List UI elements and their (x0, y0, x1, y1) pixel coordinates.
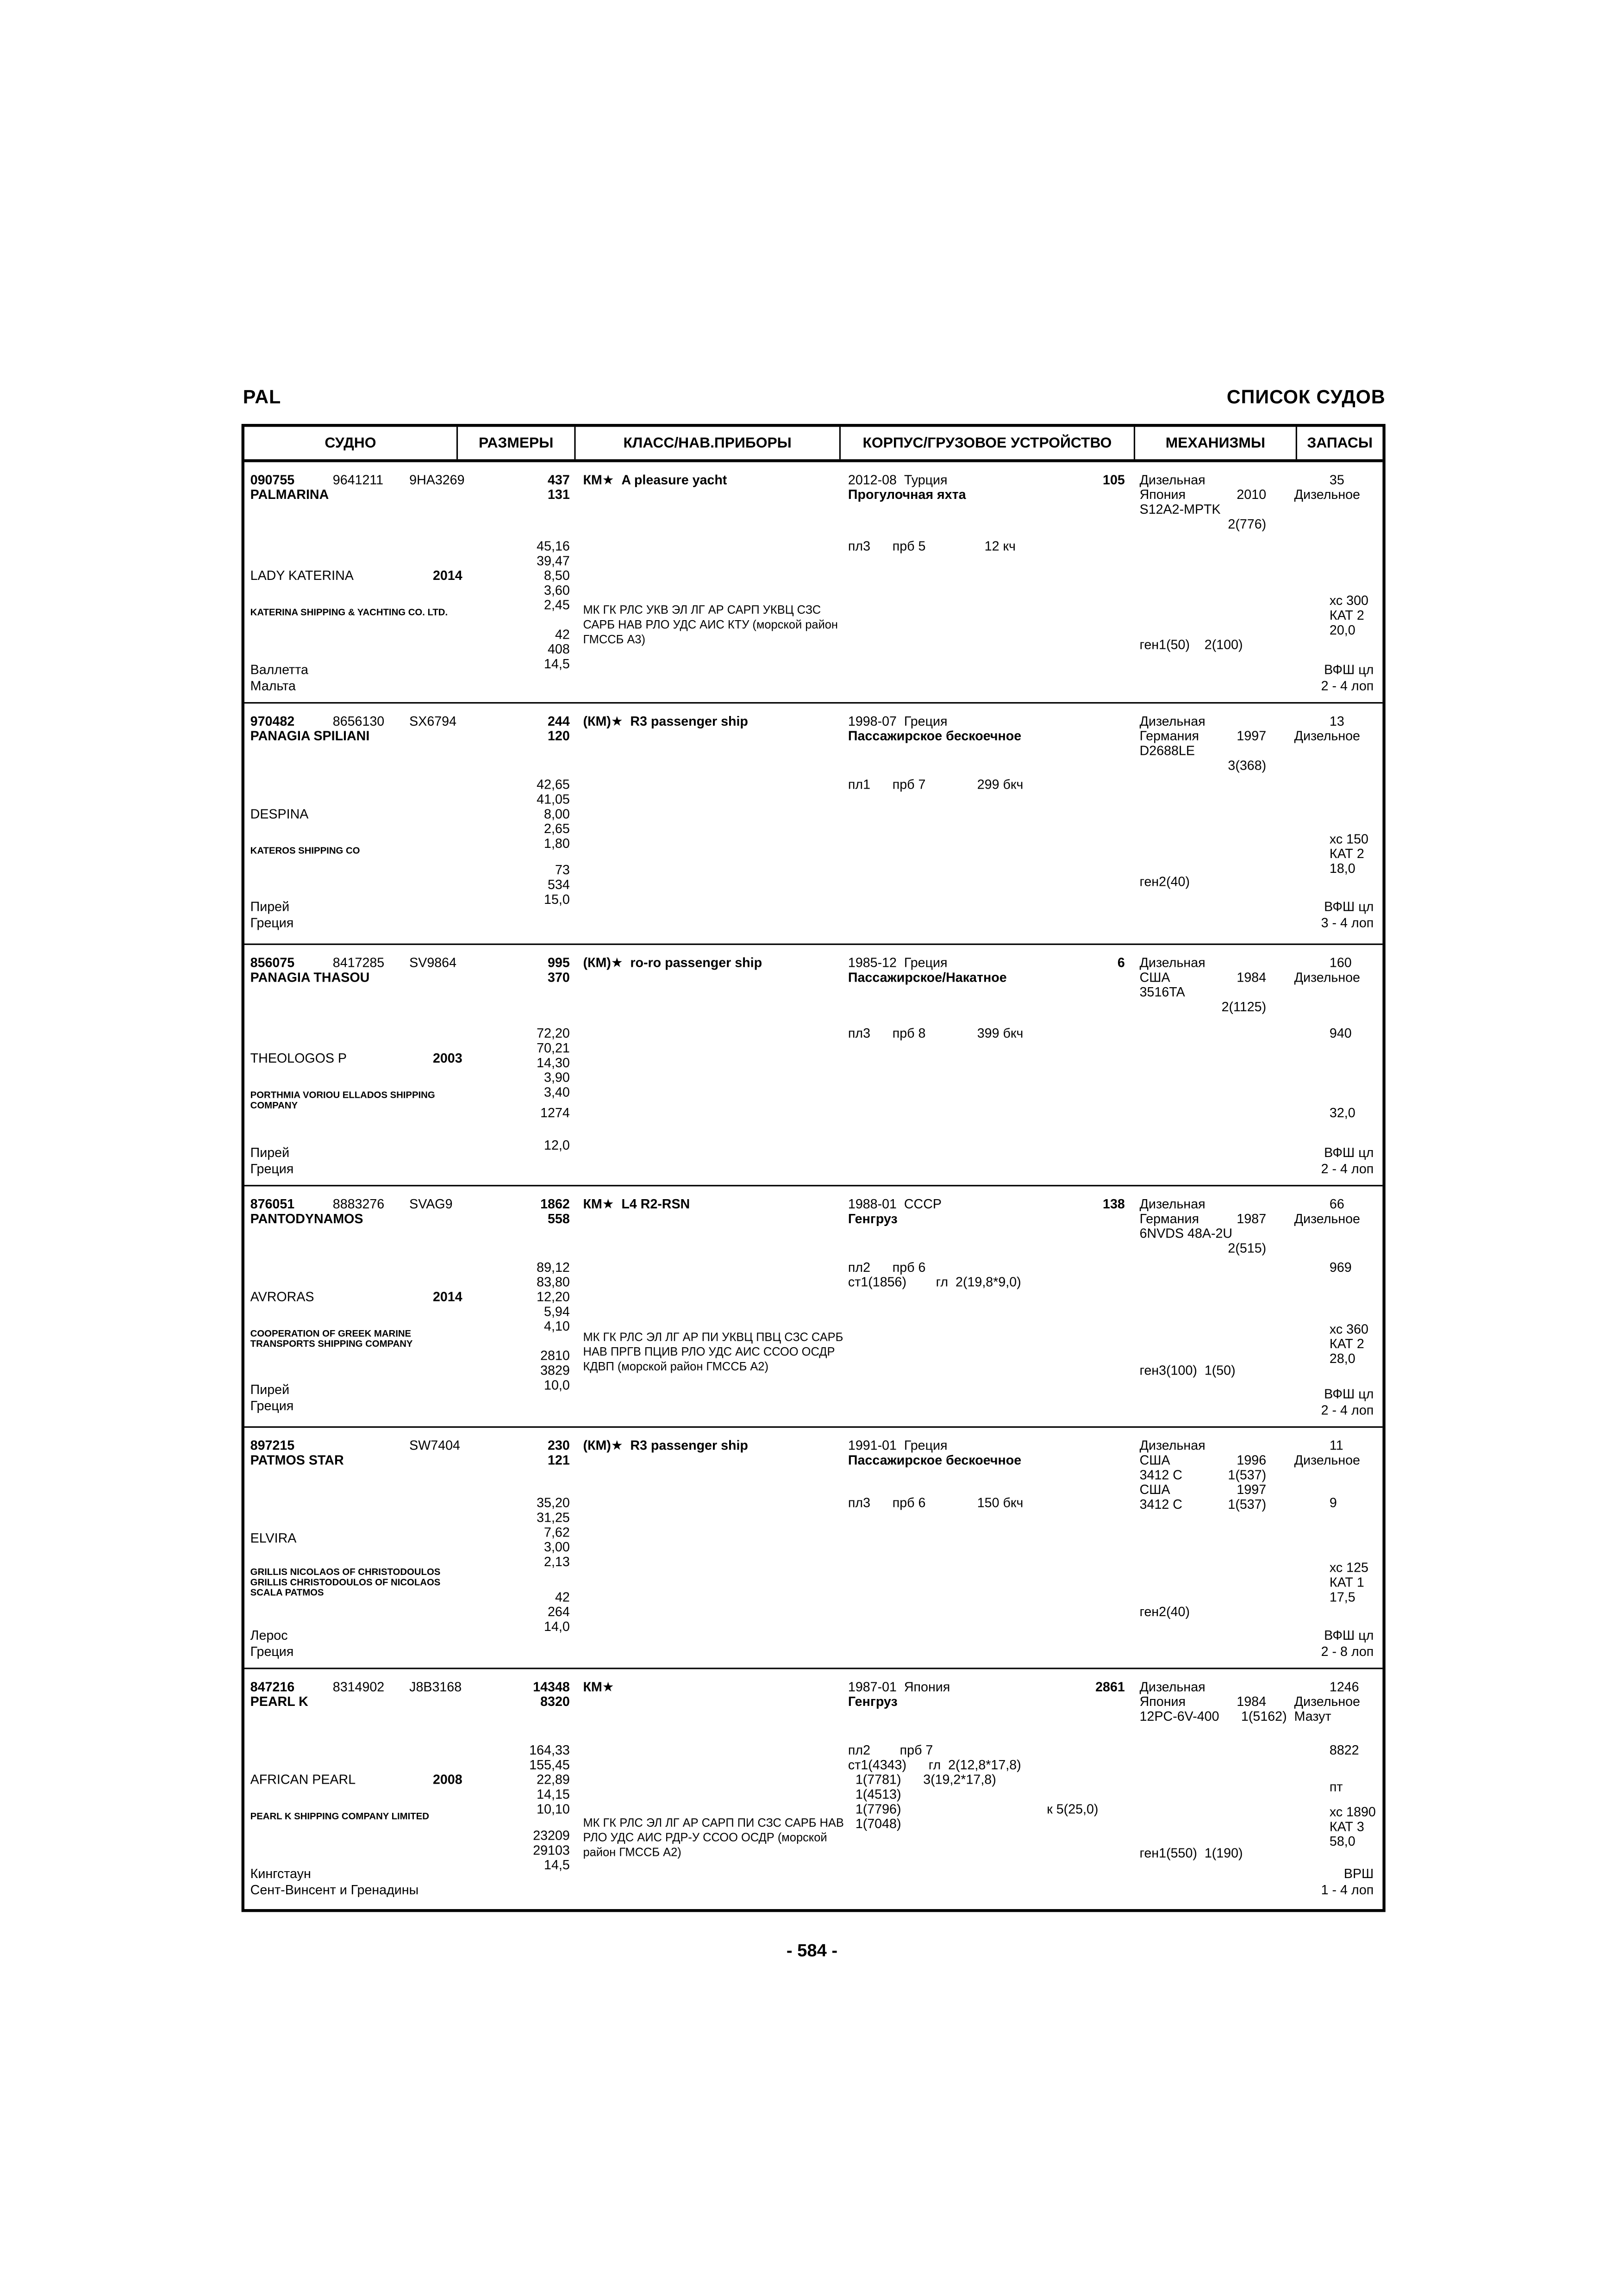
port-of-registry: Лерос (250, 1628, 288, 1643)
flag-country: Греция (250, 1398, 294, 1413)
stores-xc: хс 300 (1329, 593, 1368, 608)
stores-fuel-type: Дизельное (1294, 970, 1360, 985)
size-value: 131 (548, 487, 570, 502)
hull-built: 1998-07 Греция (848, 714, 948, 729)
size-value: 10,10 (537, 1801, 570, 1817)
cargo-type: Генгруз (848, 1211, 898, 1226)
size-value: 14348 (533, 1679, 570, 1694)
owner-name: COOPERATION OF GREEK MARINE (250, 1329, 412, 1340)
stores-fuel-qty: 1246 (1329, 1679, 1359, 1694)
stores-kat: КАТ 2 (1329, 608, 1364, 623)
crane-note: к 5(25,0) (1047, 1801, 1099, 1817)
hull-count: 105 (1103, 472, 1125, 487)
size-value: 1274 (540, 1105, 570, 1120)
size-value: 3,90 (544, 1070, 570, 1085)
size-value: 73 (555, 862, 570, 877)
stores-fuel-type: Дизельное (1294, 487, 1360, 502)
size-value: 12,20 (537, 1289, 570, 1304)
machinery-model: 6NVDS 48A-2U (1139, 1226, 1233, 1241)
size-value: 121 (548, 1453, 570, 1468)
machinery-country: Япония (1139, 487, 1186, 502)
ship-name: PATMOS STAR (250, 1453, 344, 1468)
former-name: AFRICAN PEARL (250, 1772, 356, 1787)
machinery-model: 3412 C (1139, 1467, 1182, 1482)
imo-number: 8417285 (332, 955, 385, 970)
port-of-registry: Кингстаун (250, 1866, 311, 1881)
size-value: 2,65 (544, 821, 570, 836)
owner-name: TRANSPORTS SHIPPING COMPANY (250, 1339, 413, 1350)
ship-name: PANTODYNAMOS (250, 1211, 363, 1226)
owner-name: COMPANY (250, 1101, 298, 1112)
page-header (243, 386, 1386, 408)
size-value: 14,15 (537, 1787, 570, 1802)
machinery-year: 1987 (1237, 1211, 1267, 1226)
column-header-ship: СУДНО (244, 427, 458, 459)
stores-kat: КАТ 3 (1329, 1819, 1364, 1834)
nav-equipment: МК ГК РЛС ЭЛ ЛГ АР ПИ УКВЦ ПВЦ СЗС САРБ НАВ ПРГВ ПЦИВ РЛО УДС АИС ССОО ОСДР КДВП (морской район ГМССБ А2) (583, 1331, 843, 1374)
size-value: 23209 (533, 1828, 570, 1843)
page-code: PAL (243, 386, 281, 408)
size-value: 31,25 (537, 1510, 570, 1525)
machinery-model: 3516TA (1139, 984, 1185, 1000)
reg-number: 847216 (250, 1679, 295, 1694)
call-sign: 9HA3269 (409, 472, 465, 487)
hull-built: 1987-01 Япония (848, 1679, 950, 1694)
class-notation: КМ★ L4 R2-RSN (583, 1196, 690, 1212)
size-value: 22,89 (537, 1772, 570, 1787)
former-name-year: 2014 (432, 568, 462, 583)
machinery-power: 2(1125) (1221, 999, 1267, 1014)
hull-count: 6 (1117, 955, 1125, 970)
stores-fuel-qty: 11 (1329, 1438, 1343, 1453)
call-sign: SW7404 (409, 1438, 460, 1453)
machinery-year: 1984 (1237, 1694, 1267, 1709)
owner-name: PORTHMIA VORIOU ELLADOS SHIPPING (250, 1090, 435, 1101)
size-value: 155,45 (529, 1757, 570, 1773)
size-value: 2810 (540, 1348, 570, 1363)
ship-name: PANAGIA THASOU (250, 970, 370, 985)
former-name: THEOLOGOS P (250, 1051, 347, 1066)
former-name: LADY KATERINA (250, 568, 354, 583)
deck-line: 1(7796) (848, 1801, 901, 1817)
propeller-blades: 2 - 8 лоп (1321, 1644, 1374, 1659)
cargo-type: Пассажирское бескоечное (848, 728, 1022, 744)
class-notation: (КМ)★ ro-ro passenger ship (583, 955, 762, 970)
port-of-registry: Пирей (250, 899, 290, 915)
size-value: 3,60 (544, 583, 570, 598)
size-value: 42,65 (537, 777, 570, 792)
port-of-registry: Пирей (250, 1145, 290, 1160)
ships-table (242, 424, 1386, 1912)
size-value: 408 (548, 641, 570, 657)
machinery-country: Германия (1139, 1211, 1199, 1226)
class-notation: (КМ)★ R3 passenger ship (583, 714, 748, 729)
stores-extra: 9 (1329, 1495, 1337, 1511)
machinery-power: 2(776) (1228, 516, 1267, 532)
propeller-type: ВРШ (1343, 1866, 1374, 1881)
machinery-model: D2688LE (1139, 743, 1195, 758)
size-value: 14,5 (544, 656, 570, 672)
size-value: 45,16 (537, 539, 570, 554)
deck-line: пл3 прб 8 399 бкч (848, 1026, 1024, 1041)
machinery-type: Дизельная (1139, 1438, 1206, 1453)
machinery-type: Дизельная (1139, 1679, 1206, 1694)
deck-line: 1(7781) 3(19,2*17,8) (848, 1772, 996, 1787)
size-value: 3,00 (544, 1539, 570, 1555)
size-value: 39,47 (537, 553, 570, 568)
hull-built: 2012-08 Турция (848, 472, 948, 487)
size-value: 120 (548, 728, 570, 744)
column-header-class: КЛАСС/НАВ.ПРИБОРЫ (576, 427, 841, 459)
size-value: 14,30 (537, 1055, 570, 1070)
reg-number: 876051 (250, 1196, 295, 1212)
stores-value: 28,0 (1329, 1351, 1355, 1366)
stores-kat: КАТ 2 (1329, 1336, 1364, 1351)
stores-extra: 969 (1329, 1260, 1352, 1275)
owner-name: GRILLIS NICOLAOS OF CHRISTODOULOS (250, 1568, 441, 1578)
stores-fuel-qty: 13 (1329, 714, 1344, 729)
size-value: 558 (548, 1211, 570, 1226)
machinery-type: Дизельная (1139, 714, 1206, 729)
stores-kat: КАТ 1 (1329, 1575, 1364, 1590)
cargo-type: Прогулочная яхта (848, 487, 966, 502)
size-value: 2,13 (544, 1554, 570, 1569)
size-value: 72,20 (537, 1026, 570, 1041)
flag-country: Греция (250, 1644, 294, 1659)
class-notation: (КМ)★ R3 passenger ship (583, 1438, 748, 1453)
imo-number: 8314902 (332, 1679, 385, 1694)
former-name-year: 2003 (432, 1051, 462, 1066)
ship-entry (244, 462, 1382, 702)
stores-fuel-qty: 66 (1329, 1196, 1344, 1212)
column-header-stores: ЗАПАСЫ (1307, 435, 1373, 451)
machinery-year: 1984 (1237, 970, 1267, 985)
stores-fuel-type: Дизельное (1294, 728, 1360, 744)
size-value: 5,94 (544, 1304, 570, 1319)
machinery-country: Япония (1139, 1694, 1186, 1709)
machinery-model: 12PC-6V-400 (1139, 1709, 1219, 1724)
machinery-country: США (1139, 970, 1170, 985)
column-header-hull: КОРПУС/ГРУЗОВОЕ УСТРОЙСТВО (841, 427, 1135, 459)
stores-fuel-qty: 35 (1329, 472, 1344, 487)
machinery-country: США (1139, 1453, 1170, 1468)
stores-xc: хс 150 (1329, 831, 1368, 846)
machinery-power: 3(368) (1228, 758, 1267, 773)
flag-country: Греция (250, 1161, 294, 1176)
size-value: 3829 (540, 1363, 570, 1378)
propeller-type: ВФШ цл (1324, 1386, 1374, 1401)
deck-line: 1(4513) (848, 1787, 901, 1802)
size-value: 3,40 (544, 1084, 570, 1100)
ship-entry (244, 1426, 1382, 1668)
machinery-year: 2010 (1237, 487, 1267, 502)
stores-fuel-type: Дизельное (1294, 1453, 1360, 1468)
page-title: СПИСОК СУДОВ (1226, 386, 1386, 408)
call-sign: SVAG9 (409, 1196, 453, 1212)
size-value: 42 (555, 627, 570, 642)
hull-built: 1985-12 Греция (848, 955, 948, 970)
stores-fuel-type: Дизельное (1294, 1211, 1360, 1226)
size-value: 8,50 (544, 568, 570, 583)
ship-entry (244, 944, 1382, 1185)
ship-entry (244, 1185, 1382, 1426)
column-header-dimensions: РАЗМЕРЫ (458, 427, 575, 459)
size-value: 995 (548, 955, 570, 970)
ship-name: PANAGIA SPILIANI (250, 728, 370, 744)
hull-built: 1988-01 СССР (848, 1196, 942, 1212)
ship-entry (244, 1668, 1382, 1909)
deck-line: 1(7048) (848, 1816, 901, 1831)
size-value: 14,5 (544, 1857, 570, 1873)
machinery-type: Дизельная (1139, 955, 1206, 970)
size-value: 164,33 (529, 1742, 570, 1758)
size-value: 8320 (540, 1694, 570, 1709)
size-value: 437 (548, 472, 570, 487)
generator-line: ген1(550) 1(190) (1139, 1846, 1243, 1861)
size-value: 230 (548, 1438, 570, 1453)
machinery-year: 1996 (1237, 1453, 1267, 1468)
propeller-type: ВФШ цл (1324, 1145, 1374, 1160)
hull-count: 2861 (1095, 1679, 1125, 1694)
flag-country: Сент-Винсент и Гренадины (250, 1882, 419, 1898)
deck-line: пл3 прб 5 12 кч (848, 539, 1016, 554)
size-value: 14,0 (544, 1619, 570, 1634)
machinery-country: США (1139, 1482, 1170, 1497)
machinery-power: 1(5162) (1241, 1709, 1287, 1724)
size-value: 370 (548, 970, 570, 985)
machinery-power: 1(537) (1228, 1497, 1267, 1512)
size-value: 1,80 (544, 836, 570, 851)
size-value: 8,00 (544, 806, 570, 821)
stores-xc: хс 360 (1329, 1321, 1368, 1337)
stores-value: 18,0 (1329, 861, 1355, 876)
owner-name: KATERINA SHIPPING & YACHTING CO. LTD. (250, 608, 448, 618)
stores-extra: 940 (1329, 1026, 1352, 1041)
machinery-model: S12A2-MPTK (1139, 502, 1221, 517)
stores-xc: хс 125 (1329, 1560, 1368, 1575)
generator-line: ген2(40) (1139, 874, 1190, 889)
size-value: 70,21 (537, 1040, 570, 1056)
machinery-type: Дизельная (1139, 1196, 1206, 1212)
imo-number: 8656130 (332, 714, 385, 729)
nav-equipment: МК ГК РЛС ЭЛ ЛГ АР САРП ПИ СЗС САРБ НАВ РЛО УДС АИС РДР-У ССОО ОСДР (морской район ГМССБ А2) (583, 1816, 844, 1859)
former-name: DESPINA (250, 806, 309, 821)
propeller-type: ВФШ цл (1324, 899, 1374, 915)
propeller-blades: 1 - 4 лоп (1321, 1882, 1374, 1898)
propeller-type: ВФШ цл (1324, 662, 1374, 677)
generator-line: ген2(40) (1139, 1604, 1190, 1619)
reg-number: 856075 (250, 955, 295, 970)
propeller-blades: 2 - 4 лоп (1321, 1161, 1374, 1176)
former-name: ELVIRA (250, 1531, 297, 1546)
propeller-blades: 2 - 4 лоп (1321, 678, 1374, 693)
size-value: 42 (555, 1589, 570, 1605)
reg-number: 090755 (250, 472, 295, 487)
stores-value: 20,0 (1329, 622, 1355, 638)
deck-line: пл3 прб 6 150 бкч (848, 1495, 1024, 1511)
ship-entry (244, 702, 1382, 944)
stores-fuel-qty: 160 (1329, 955, 1352, 970)
deck-line: пл2 прб 7 (848, 1742, 933, 1758)
machinery-model: 3412 C (1139, 1497, 1182, 1512)
call-sign: J8B3168 (409, 1679, 462, 1694)
machinery-year: 1997 (1237, 1482, 1267, 1497)
size-value: 41,05 (537, 792, 570, 807)
hull-count: 138 (1103, 1196, 1125, 1212)
size-value: 7,62 (544, 1524, 570, 1540)
stores-value: 58,0 (1329, 1834, 1355, 1849)
propeller-blades: 2 - 4 лоп (1321, 1402, 1374, 1418)
former-name-year: 2008 (432, 1772, 462, 1787)
ship-name: PEARL K (250, 1694, 308, 1709)
stores-extra: пт (1329, 1780, 1343, 1794)
size-value: 29103 (533, 1842, 570, 1858)
port-of-registry: Валлетта (250, 662, 308, 677)
flag-country: Греция (250, 915, 294, 931)
owner-name: PEARL K SHIPPING COMPANY LIMITED (250, 1812, 429, 1823)
reg-number: 897215 (250, 1438, 295, 1453)
size-value: 10,0 (544, 1377, 570, 1393)
class-notation: КМ★ A pleasure yacht (583, 472, 727, 487)
imo-number: 8883276 (332, 1196, 385, 1212)
size-value: 534 (548, 877, 570, 892)
column-header-machinery: МЕХАНИЗМЫ (1135, 427, 1297, 459)
class-notation: КМ★ (583, 1679, 614, 1694)
size-value: 244 (548, 714, 570, 729)
machinery-year: 1997 (1237, 728, 1267, 744)
former-name: AVRORAS (250, 1289, 314, 1304)
stores-xc: хс 1890 (1329, 1804, 1376, 1819)
generator-line: ген3(100) 1(50) (1139, 1363, 1236, 1378)
deck-line: пл1 прб 7 299 бкч (848, 777, 1024, 792)
size-value: 15,0 (544, 892, 570, 907)
page-number: - 584 - (786, 1940, 838, 1961)
propeller-blades: 3 - 4 лоп (1321, 915, 1374, 931)
stores-value: 17,5 (1329, 1589, 1355, 1605)
size-value: 89,12 (537, 1260, 570, 1275)
size-value: 35,20 (537, 1495, 570, 1511)
hull-built: 1991-01 Греция (848, 1438, 948, 1453)
nav-equipment: МК ГК РЛС УКВ ЭЛ ЛГ АР САРП УКВЦ СЗС САРБ НАВ РЛО УДС АИС КТУ (морской район ГМССБ А3) (583, 603, 838, 647)
deck-line: пл2 прб 6 (848, 1260, 926, 1275)
stores-value: 32,0 (1329, 1105, 1355, 1120)
deck-line: ст1(1856) гл 2(19,8*9,0) (848, 1275, 1021, 1290)
call-sign: SX6794 (409, 714, 457, 729)
propeller-type: ВФШ цл (1324, 1628, 1374, 1643)
size-value: 264 (548, 1604, 570, 1619)
stores-kat: КАТ 2 (1329, 846, 1364, 861)
size-value: 4,10 (544, 1319, 570, 1334)
generator-line: ген1(50) 2(100) (1139, 637, 1243, 652)
size-value: 12,0 (544, 1138, 570, 1153)
table-header-row (244, 427, 1382, 462)
reg-number: 970482 (250, 714, 295, 729)
owner-name: SCALA PATMOS (250, 1588, 324, 1599)
flag-country: Мальта (250, 678, 296, 693)
machinery-type: Дизельная (1139, 472, 1206, 487)
size-value: 1862 (540, 1196, 570, 1212)
cargo-type: Пассажирское бескоечное (848, 1453, 1022, 1468)
machinery-power: 1(537) (1228, 1467, 1267, 1482)
stores-extra: 8822 (1329, 1742, 1359, 1758)
cargo-type: Генгруз (848, 1694, 898, 1709)
port-of-registry: Пирей (250, 1382, 290, 1397)
machinery-country: Германия (1139, 728, 1199, 744)
former-name-year: 2014 (432, 1289, 462, 1304)
size-value: 83,80 (537, 1275, 570, 1290)
owner-name: GRILLIS CHRISTODOULOS OF NICOLAOS (250, 1578, 441, 1588)
deck-line: ст1(4343) гл 2(12,8*17,8) (848, 1757, 1021, 1773)
size-value: 2,45 (544, 597, 570, 613)
ship-name: PALMARINA (250, 487, 329, 502)
owner-name: KATEROS SHIPPING CO (250, 846, 360, 857)
imo-number: 9641211 (332, 472, 384, 487)
cargo-type: Пассажирское/Накатное (848, 970, 1007, 985)
stores-fuel-type: Дизельное (1294, 1694, 1360, 1709)
machinery-power: 2(515) (1228, 1241, 1267, 1256)
call-sign: SV9864 (409, 955, 457, 970)
stores-fuel-type: Мазут (1294, 1709, 1331, 1724)
